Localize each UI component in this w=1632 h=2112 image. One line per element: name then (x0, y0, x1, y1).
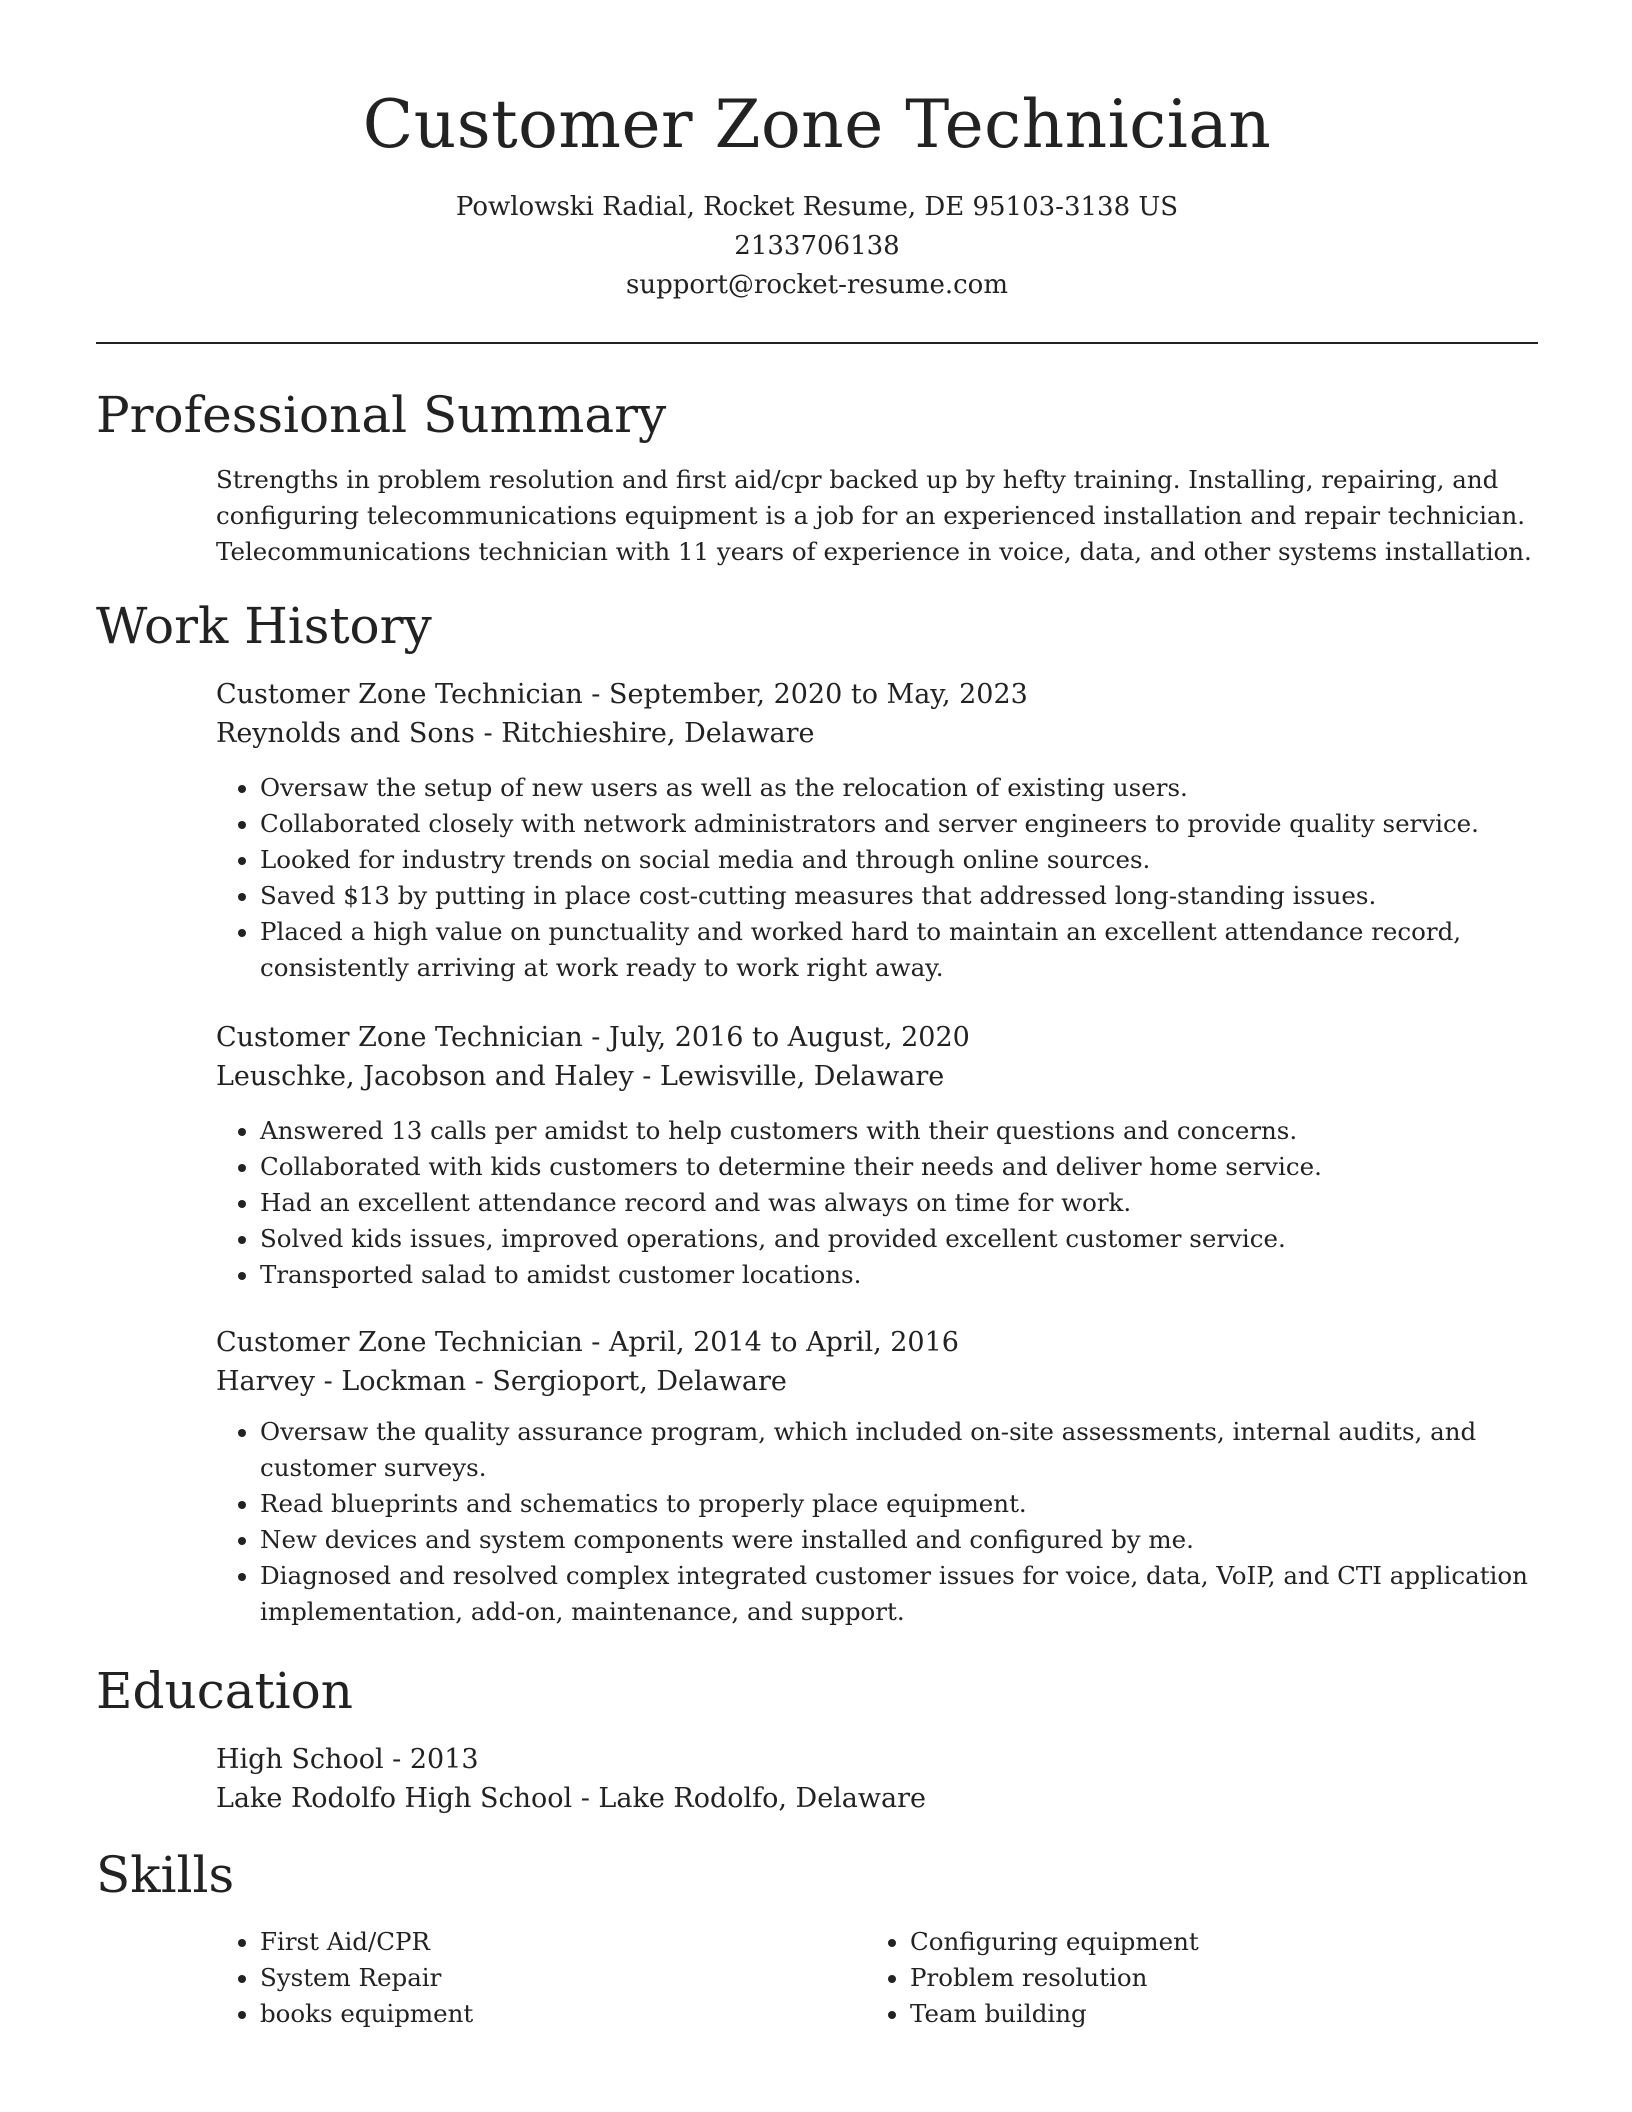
phone: 2133706138 (734, 231, 900, 261)
job-dates: - July, 2016 to August, 2020 (582, 1022, 970, 1053)
job-dates: - September, 2020 to May, 2023 (582, 679, 1028, 710)
skills-column-right (866, 1924, 1516, 2032)
job-entry-2 (216, 1018, 1538, 1293)
job-company-line (216, 1057, 1538, 1096)
job-company-line (216, 1362, 1538, 1401)
job-company: Reynolds and Sons (216, 718, 475, 749)
candidate-name: Customer Zone Technician (362, 86, 1272, 163)
resume-header (96, 0, 1538, 305)
summary-text: Strengths in problem resolution and first aid/cpr backed up by hefty training. Installing, repairing, and configuring telecommunications equipment is a job for an experienced installation and repair technician. Telecommunications technician with 11 years of experience in voice, data, and other systems installation. (216, 465, 1532, 566)
list-item: • Saved $13 by putting in place cost-cutting measures that addressed long-standing issues. (260, 878, 1538, 914)
job-title: Customer Zone Technician (216, 679, 583, 710)
resume-page (96, 0, 1538, 2028)
work-history-heading: Work History (96, 597, 432, 655)
education-location: - Lake Rodolfo, Delaware (572, 1783, 927, 1814)
job-title: Customer Zone Technician (216, 1327, 583, 1358)
list-item: • Solved kids issues, improved operations, and provided excellent customer service. (260, 1221, 1538, 1257)
education-degree: High School (216, 1744, 384, 1775)
job-company: Harvey - Lockman (216, 1366, 467, 1397)
list-item: • Placed a high value on punctuality and worked hard to maintain an excellent attendance record, consistently arriving at work ready to work right away. (260, 914, 1538, 986)
skills-heading: Skills (96, 1846, 235, 1904)
job-entry-1 (216, 675, 1538, 986)
job-dates: - April, 2014 to April, 2016 (582, 1327, 959, 1358)
contact-info (96, 188, 1538, 305)
education-school-line (216, 1779, 1538, 1818)
job-location: - Sergioport, Delaware (466, 1366, 787, 1397)
education-entry (216, 1740, 1538, 1818)
list-item: • Looked for industry trends on social media and through online sources. (260, 842, 1538, 878)
list-item: • Team building (910, 1996, 1516, 2032)
list-item: • Oversaw the quality assurance program, which included on-site assessments, internal audits, and customer surveys. (260, 1414, 1538, 1486)
list-item: • Problem resolution (910, 1960, 1516, 1996)
list-item: • New devices and system components were installed and configured by me. (260, 1522, 1538, 1558)
list-item: • Had an excellent attendance record and was always on time for work. (260, 1185, 1538, 1221)
education-degree-line (216, 1740, 1538, 1779)
skills-list (216, 1924, 1538, 2032)
skills-column-left (216, 1924, 866, 2032)
list-item: • books equipment (260, 1996, 866, 2032)
list-item: • Oversaw the setup of new users as well as the relocation of existing users. (260, 770, 1538, 806)
job-company: Leuschke, Jacobson and Haley (216, 1061, 634, 1092)
job-entry-3 (216, 1323, 1538, 1630)
education-year: - 2013 (383, 1744, 479, 1775)
address: Powlowski Radial, Rocket Resume, DE 95103-3138 US (455, 192, 1179, 222)
job-bullets (216, 1113, 1538, 1293)
job-title: Customer Zone Technician (216, 1022, 583, 1053)
job-location: - Ritchieshire, Delaware (474, 718, 815, 749)
list-item: • First Aid/CPR (260, 1924, 866, 1960)
list-item: • System Repair (260, 1960, 866, 1996)
header-divider (96, 342, 1538, 344)
education-heading: Education (96, 1662, 353, 1720)
job-location: - Lewisville, Delaware (633, 1061, 945, 1092)
list-item: • Configuring equipment (910, 1924, 1516, 1960)
summary-heading: Professional Summary (96, 386, 667, 444)
list-item: • Diagnosed and resolved complex integrated customer issues for voice, data, VoIP, and CTI application implementation, add-on, maintenance, and support. (260, 1558, 1538, 1630)
job-title-line (216, 1323, 1538, 1362)
email: support@rocket-resume.com (625, 270, 1008, 300)
job-bullets (216, 1414, 1538, 1630)
job-company-line (216, 714, 1538, 753)
list-item: • Answered 13 calls per amidst to help customers with their questions and concerns. (260, 1113, 1538, 1149)
job-title-line (216, 675, 1538, 714)
job-bullets (216, 770, 1538, 986)
job-title-line (216, 1018, 1538, 1057)
education-school: Lake Rodolfo High School (216, 1783, 573, 1814)
list-item: • Collaborated closely with network administrators and server engineers to provide quality service. (260, 806, 1538, 842)
list-item: • Read blueprints and schematics to properly place equipment. (260, 1486, 1538, 1522)
list-item: • Collaborated with kids customers to determine their needs and deliver home service. (260, 1149, 1538, 1185)
list-item: • Transported salad to amidst customer locations. (260, 1257, 1538, 1293)
